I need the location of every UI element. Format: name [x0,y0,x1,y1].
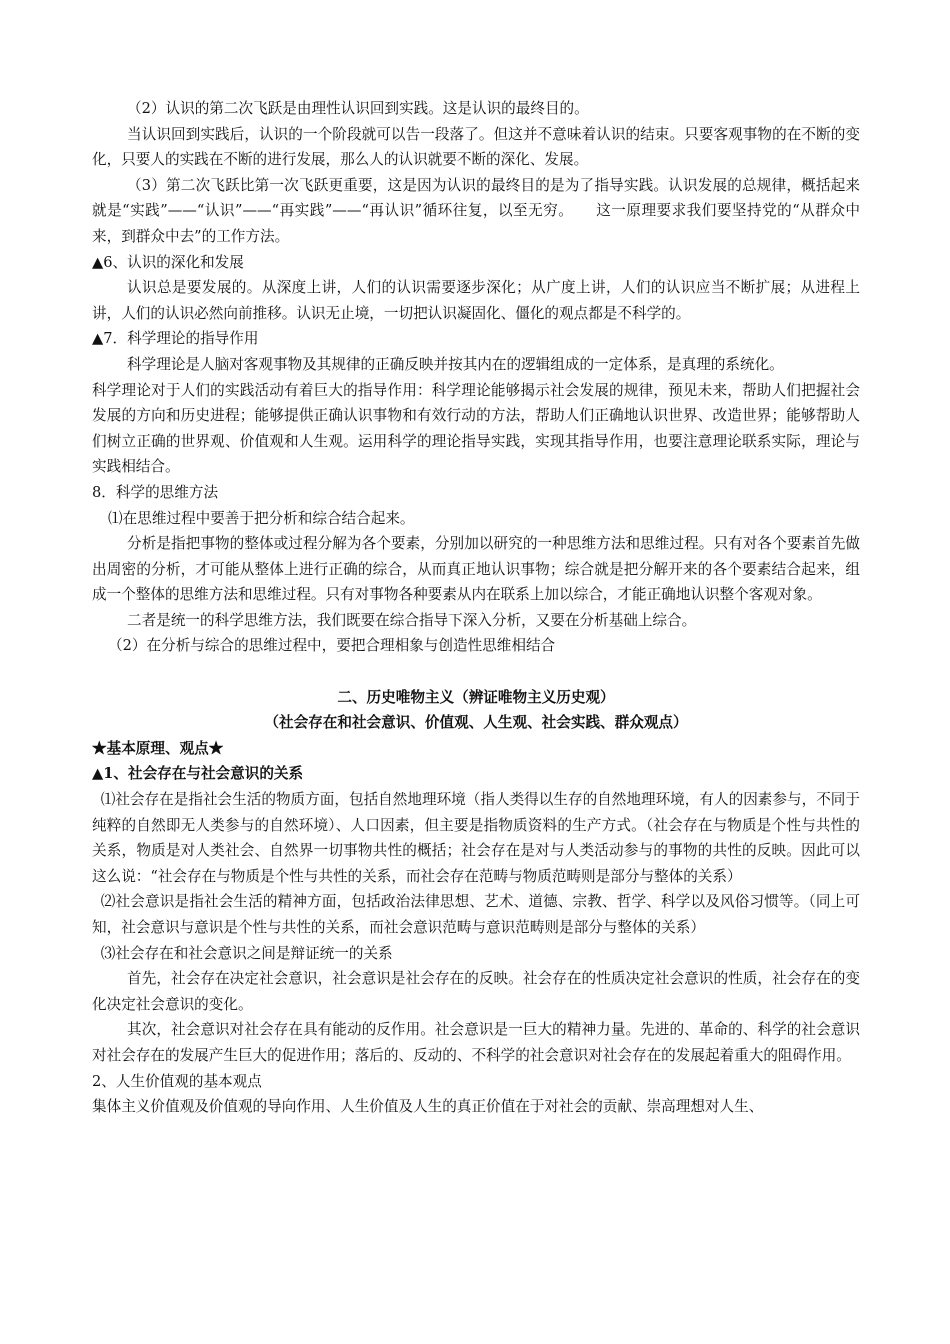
paragraph: （3）第二次飞跃比第一次飞跃更重要，这是因为认识的最终目的是为了指导实践。认识发展的总规律，概括起来就是“实践”——“认识”——“再实践”——“再认识”循环往复，以至无穷。 这一原理要求我们要坚持党的“从群众中来，到群众中去”的工作方法。 [92,176,860,245]
paragraph: ⑶社会存在和社会意识之间是辩证统一的关系 [100,944,393,962]
paragraph: 集体主义价值观及价值观的导向作用、人生价值及人生的真正价值在于对社会的贡献、崇高理想对人生、 [92,1098,764,1116]
section-heading: 2、人生价值观的基本观点 [92,1072,262,1090]
paragraph: 分析是指把事物的整体或过程分解为各个要素，分别加以研究的一种思维方法和思维过程。只有对各个要素首先做出周密的分析，才可能从整体上进行正确的综合，从而真正地认识事物；综合就是把分解开来的各个要素结合起来，组成一个整体的思维方法和思维过程。只有对事物各种要素从内在联系上加以综合，才能正确地认识整个客观对象。 [92,535,860,604]
section-heading: ▲6、认识的深化和发展 [92,253,244,271]
chapter-subtitle: （社会存在和社会意识、价值观、人生观、社会实践、群众观点） [264,714,688,732]
document-body [92,96,860,1120]
chapter-title: 二、历史唯物主义（辨证唯物主义历史观） [337,688,615,706]
section-heading: ▲1、社会存在与社会意识的关系 [92,765,304,783]
spacer [92,659,860,685]
paragraph: ⑴在思维过程中要善于把分析和综合结合起来。 [108,509,415,527]
paragraph: 科学理论对于人们的实践活动有着巨大的指导作用：科学理论能够揭示社会发展的规律，预见未来，帮助人们把握社会发展的方向和历史进程；能够提供正确认识事物和有效行动的方法，帮助人们正确地认识世界、改造世界；能够帮助人们树立正确的世界观、价值观和人生观。运用科学的理论指导实践，实现其指导作用，也要注意理论联系实际，理论与实践相结合。 [92,381,860,476]
paragraph: 首先，社会存在决定社会意识，社会意识是社会存在的反映。社会存在的性质决定社会意识的性质，社会存在的变化决定社会意识的变化。 [92,970,860,1013]
paragraph: 当认识回到实践后，认识的一个阶段就可以告一段落了。但这并不意味着认识的结束。只要客观事物的在不断的变化，只要人的实践在不断的进行发展，那么人的认识就要不断的深化、发展。 [92,125,860,169]
paragraph: 认识总是要发展的。从深度上讲，人们的认识需要逐步深化；从广度上讲，人们的认识应当不断扩展；从进程上讲，人们的认识必然向前推移。认识无止境，一切把认识凝固化、僵化的观点都是不科学的。 [92,279,860,322]
paragraph: ⑵社会意识是指社会生活的精神方面，包括政治法律思想、艺术、道德、宗教、哲学、科学以及风俗习惯等。（同上可知，社会意识与意识是个性与共性的关系，而社会意识范畴与意识范畴则是部分与整体的关系） [92,893,860,936]
paragraph: （2）在分析与综合的思维过程中，要把合理相象与创造性思维相结合 [108,637,556,655]
section-heading: ★基本原理、观点★ [92,739,224,757]
paragraph: 二者是统一的科学思维方法，我们既要在综合指导下深入分析，又要在分析基础上综合。 [127,611,697,629]
section-heading: ▲7．科学理论的指导作用 [92,330,259,348]
paragraph: （2）认识的第二次飞跃是由理性认识回到实践。这是认识的最终目的。 [127,100,589,117]
paragraph: 科学理论是人脑对客观事物及其规律的正确反映并按其内在的逻辑组成的一定体系，是真理的系统化。 [127,355,784,373]
paragraph: 其次，社会意识对社会存在具有能动的反作用。社会意识是一巨大的精神力量。先进的、革命的、科学的社会意识对社会存在的发展产生巨大的促进作用；落后的、反动的、不科学的社会意识对社会存在的发展起着重大的阻碍作用。 [92,1021,860,1064]
paragraph: ⑴社会存在是指社会生活的物质方面，包括自然地理环境（指人类得以生存的自然地理环境，有人的因素参与，不同于纯粹的自然即无人类参与的自然环境）、人口因素，但主要是指物质资料的生产方式。（社会存在与物质是个性与共性的关系，物质是对人类社会、自然界一切事物共性的概括；社会存在是对与人类活动参与的事物的共性的反映。因此可以这么说：“社会存在与物质是个性与共性的关系，而社会存在范畴与物质范畴则是部分与整体的关系） [92,791,860,885]
section-heading: 8．科学的思维方法 [92,483,219,501]
